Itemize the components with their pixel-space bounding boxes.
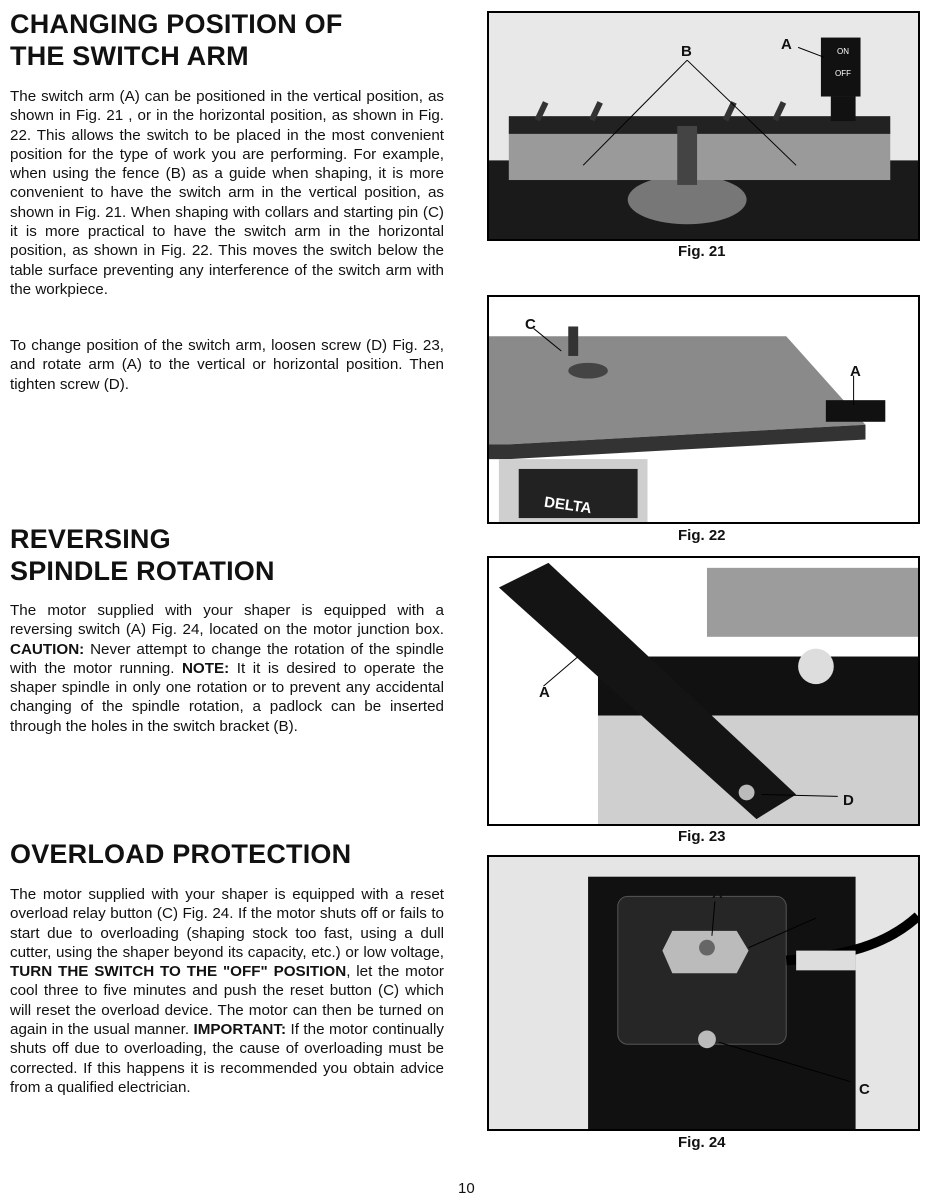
figure-23-photo (487, 556, 920, 826)
paragraph-change-position (10, 336, 444, 394)
paragraph-reversing (10, 601, 444, 736)
bold-text: IMPORTANT: (193, 1021, 287, 1039)
figure-22-caption: Fig. 22 (678, 527, 726, 544)
bold-text: TURN THE SWITCH TO THE "OFF" POSITION (10, 963, 347, 981)
text-run: To change position of the switch arm, loosen screw (D) Fig. 23, and rotate arm (A) to the vertical or horizontal position. Then tighten screw (D). (10, 337, 444, 393)
figure-22-photo (487, 295, 920, 524)
label-a: A (850, 363, 861, 380)
label-d: D (843, 792, 854, 809)
switch-on-label: ON (837, 47, 849, 56)
page-number: 10 (458, 1180, 475, 1197)
heading-line: THE SWITCH ARM (10, 41, 249, 71)
figure-24-caption: Fig. 24 (678, 1134, 726, 1151)
heading-overload-protection (10, 838, 351, 870)
heading-line: OVERLOAD PROTECTION (10, 839, 352, 869)
label-a: A (712, 885, 723, 902)
figure-23-caption: Fig. 23 (678, 828, 726, 845)
paragraph-overload (10, 885, 444, 1097)
label-a: A (539, 684, 550, 701)
bold-text: CAUTION: (10, 640, 85, 658)
heading-line: CHANGING POSITION OF (10, 9, 343, 39)
heading-line: SPINDLE ROTATION (10, 556, 275, 586)
text-run: The motor supplied with your shaper is equipped with a reversing switch (A) Fig. 24, located on the motor junction box. (10, 602, 444, 639)
delta-logo: DELTA (543, 493, 593, 518)
label-b: B (681, 43, 692, 60)
text-run: , let the motor cool three to five minutes and push the reset button (C) which will reset the overload device. The motor can then be turned on again in the usual manner. (10, 963, 444, 1039)
label-a: A (781, 36, 792, 53)
figure-24-photo (487, 855, 920, 1131)
label-b: B (819, 907, 830, 924)
heading-reversing-rotation (10, 523, 275, 587)
label-c: C (859, 1081, 870, 1098)
text-run: It it is desired to operate the shaper spindle in only one rotation or to prevent any accidental changing of the spindle rotation, a padlock can be inserted through the holes in the switch bracket (B). (10, 659, 444, 735)
bold-text: NOTE: (181, 659, 230, 677)
figure-21-caption: Fig. 21 (678, 243, 726, 260)
text-run: If the motor continually shuts off due to overloading, the cause of overloading must be corrected. If this happens it is recommended you obtain advice from a qualified electrician. (10, 1021, 444, 1096)
text-run: The switch arm (A) can be positioned in the vertical position, as shown in Fig. 21 , or in the horizontal position, as shown in Fig. 22. This allows the switch to be placed in the most convenient position for the type of work you are performing. For example, when using the fence (B) as a guide when shaping, it is more convenient to have the switch arm in the vertical position, as shown in Fig. 21. When shaping with collars and starting pin (C) it is more practical to have the switch arm in the horizontal position, as shown in Fig. 22. This moves the switch below the table surface preventing any interference of the switch arm with the workpiece. (10, 88, 444, 298)
text-run: The motor supplied with your shaper is equipped with a reset overload relay button (C) Fig. 24. If the motor shuts off or fails to start due to overloading (shaping stock too fast, using a dull cutter, using the shaper beyond its capacity, etc.) or low voltage, (10, 886, 444, 961)
heading-line: REVERSING (10, 524, 171, 554)
label-c: C (525, 316, 536, 333)
switch-off-label: OFF (835, 69, 851, 78)
figure-21-photo (487, 11, 920, 241)
paragraph-switch-arm (10, 87, 444, 299)
text-run: Never attempt to change the rotation of the spindle with the motor running. (10, 640, 444, 677)
heading-switch-arm (10, 8, 343, 72)
